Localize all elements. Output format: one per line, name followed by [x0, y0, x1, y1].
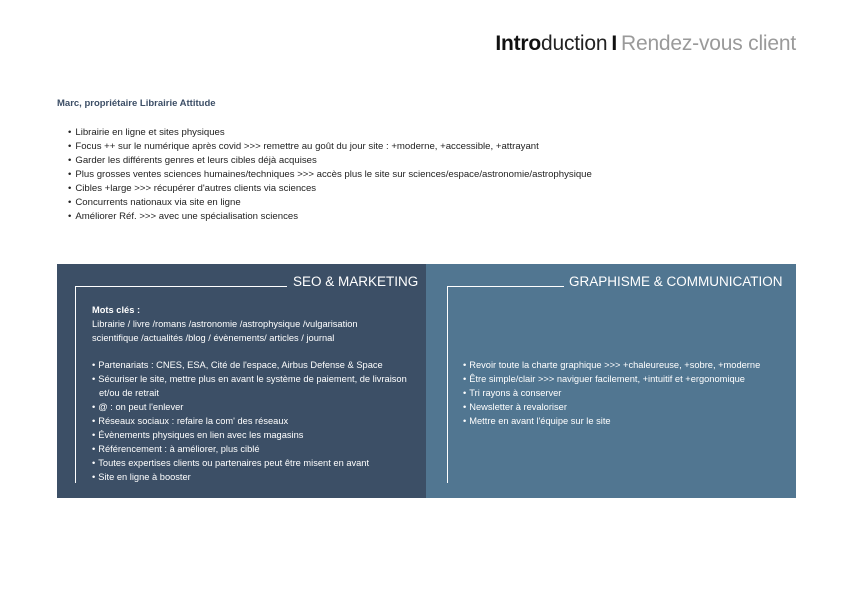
- keywords-line: scientifique /actualités /blog / évènements/ articles / journal: [92, 333, 335, 343]
- seo-point: • Réseaux sociaux : refaire la com' des réseaux: [92, 414, 422, 428]
- graphisme-point: • Tri rayons à conserver: [463, 386, 773, 400]
- graphisme-point: • Être simple/clair >>> naviguer facilement, +intuitif et +ergonomique: [463, 372, 773, 386]
- intro-point: • Librairie en ligne et sites physiques: [68, 126, 592, 140]
- keywords-line: Librairie / livre /romans /astronomie /astrophysique /vulgarisation: [92, 319, 358, 329]
- title-bold: Intro: [495, 32, 542, 55]
- page-subtitle: Rendez-vous client: [621, 32, 796, 55]
- seo-points-list: [92, 358, 422, 484]
- graphisme-points-list: [463, 358, 773, 428]
- title-separator: I: [611, 32, 617, 55]
- graphisme-panel-title: GRAPHISME & COMMUNICATION: [569, 274, 783, 289]
- seo-point: • Évènements physiques en lien avec les magasins: [92, 428, 422, 442]
- intro-point: • Cibles +large >>> récupérer d'autres clients via sciences: [68, 182, 592, 196]
- seo-panel-title: SEO & MARKETING: [293, 274, 419, 289]
- intro-point: • Focus ++ sur le numérique après covid >>> remettre au goût du jour site : +moderne, +accessible, +attrayant: [68, 140, 592, 154]
- seo-point: • Toutes expertises clients ou partenaires peut être misent en avant: [92, 456, 422, 470]
- intro-point: • Concurrents nationaux via site en ligne: [68, 196, 592, 210]
- seo-point: • Sécuriser le site, mettre plus en avant le système de paiement, de livraison et/ou de retrait: [92, 372, 422, 400]
- intro-point: • Plus grosses ventes sciences humaines/techniques >>> accès plus le site sur sciences/espace/astronomie/astrophysique: [68, 168, 592, 182]
- seo-point: • Site en ligne à booster: [92, 470, 422, 484]
- graphisme-point: • Mettre en avant l'équipe sur le site: [463, 414, 773, 428]
- seo-point: • @ : on peut l'enlever: [92, 400, 422, 414]
- intro-point: • Garder les différents genres et leurs cibles déjà acquises: [68, 154, 592, 168]
- intro-list: [68, 126, 592, 224]
- graphisme-communication-panel: [426, 264, 796, 498]
- intro-point: • Améliorer Réf. >>> avec une spécialisation sciences: [68, 210, 592, 224]
- title-rest: duction: [541, 32, 608, 55]
- keywords-block: [92, 303, 358, 345]
- seo-point: • Référencement : à améliorer, plus ciblé: [92, 442, 422, 456]
- graphisme-point: • Revoir toute la charte graphique >>> +chaleureuse, +sobre, +moderne: [463, 358, 773, 372]
- graphisme-point: • Newsletter à revaloriser: [463, 400, 773, 414]
- client-name: Marc, propriétaire Librairie Attitude: [57, 98, 216, 109]
- page-title: [495, 32, 796, 56]
- seo-marketing-panel: [57, 264, 426, 498]
- seo-point: • Partenariats : CNES, ESA, Cité de l'espace, Airbus Defense & Space: [92, 358, 422, 372]
- keywords-label: Mots clés :: [92, 305, 141, 315]
